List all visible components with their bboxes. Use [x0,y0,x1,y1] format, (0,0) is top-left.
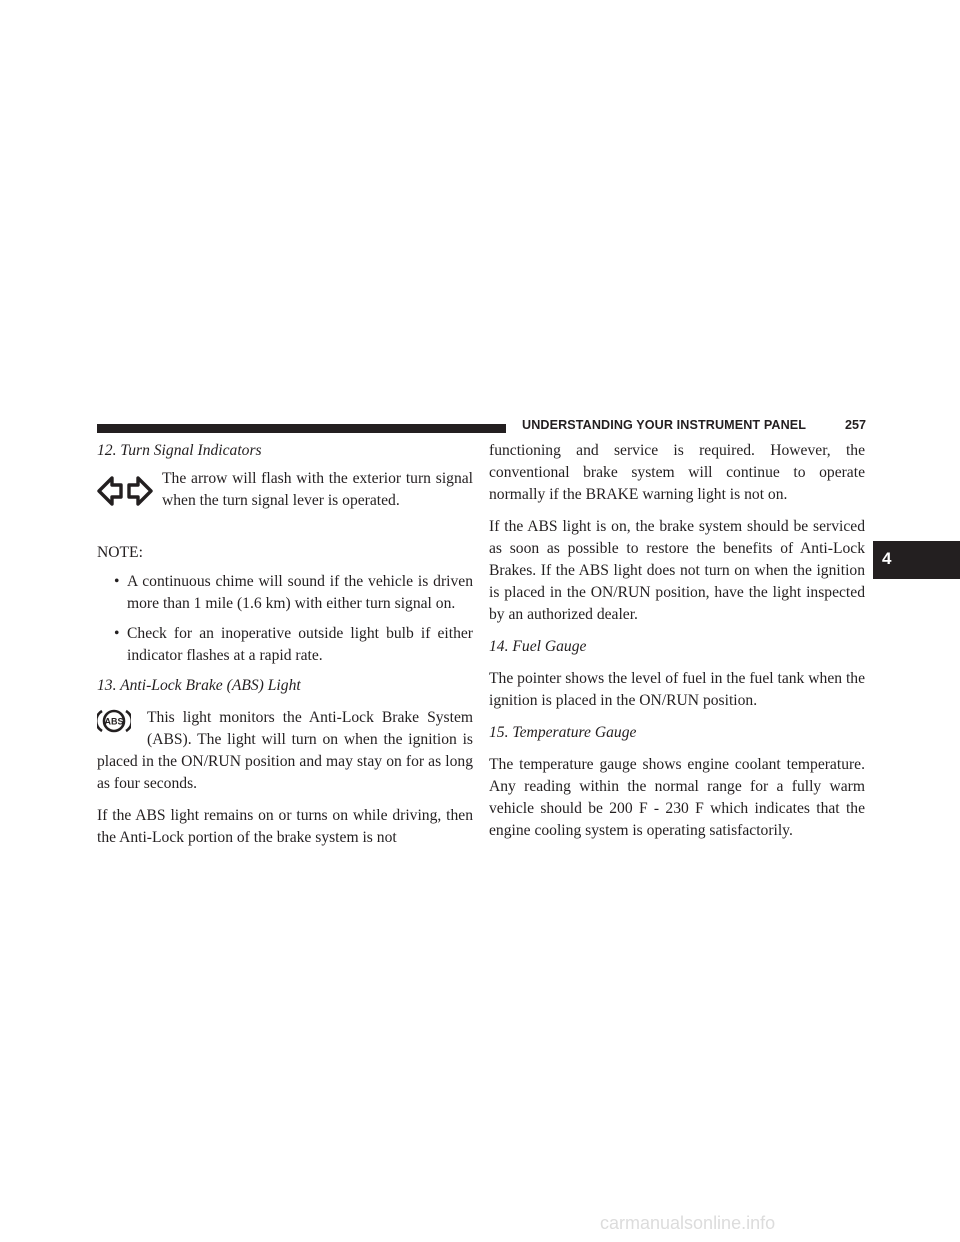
abs-block [97,707,473,795]
fuel-gauge-heading: 14. Fuel Gauge [489,638,587,655]
turn-signal-heading: 12. Turn Signal Indicators [97,442,262,459]
abs-service-paragraph: If the ABS light is on, the brake system should be serviced as soon as possible to restore the benefits of Anti-Lock Brakes. If the ABS light does not turn on when the ignition is placed in the ON/RUN position, have the light inspected by an authorized dealer. [489,518,865,623]
abs-icon [97,707,143,737]
temperature-gauge-heading: 15. Temperature Gauge [489,724,637,741]
turn-signal-arrows-icon [97,472,153,519]
abs-continued: functioning and service is required. However, the conventional brake system will continue to operate normally if the BRAKE warning light is not on. [489,442,865,503]
note-list [97,571,473,667]
note-label: NOTE: [97,544,143,561]
watermark: carmanualsonline.info [600,1213,776,1233]
left-column [97,440,473,849]
right-column [489,440,865,842]
header-rule [97,424,506,433]
abs-paragraph: If the ABS light remains on or turns on while driving, then the Anti-Lock portion of the brake system is not [97,807,473,846]
section-title: UNDERSTANDING YOUR INSTRUMENT PANEL [522,418,807,432]
abs-description: This light monitors the Anti-Lock Brake System (ABS). The light will turn on when the ignition is placed in the ON/RUN position and may stay on for as long as four seconds. [97,709,473,792]
list-item: • Check for an inoperative outside light bulb if either indicator flashes at a rapid rate. [114,625,473,664]
temperature-gauge-text: The temperature gauge shows engine coolant temperature. Any reading within the normal range for a fully warm vehicle should be 200 F - 230 F which indicates that the engine cooling system is operating satisfactorily. [489,756,865,839]
list-item: • A continuous chime will sound if the vehicle is driven more than 1 mile (1.6 km) with either turn signal on. [114,573,473,612]
page-number: 257 [845,418,867,432]
fuel-gauge-text: The pointer shows the level of fuel in the fuel tank when the ignition is placed in the ON/RUN position. [489,670,865,709]
chapter-tab [873,541,960,579]
abs-heading: 13. Anti-Lock Brake (ABS) Light [97,677,301,694]
turn-signal-block [97,468,473,512]
chapter-number: 4 [882,549,892,568]
abs-icon-label: ABS [104,716,124,727]
turn-signal-description: The arrow will flash with the exterior turn signal when the turn signal lever is operated. [162,470,473,509]
